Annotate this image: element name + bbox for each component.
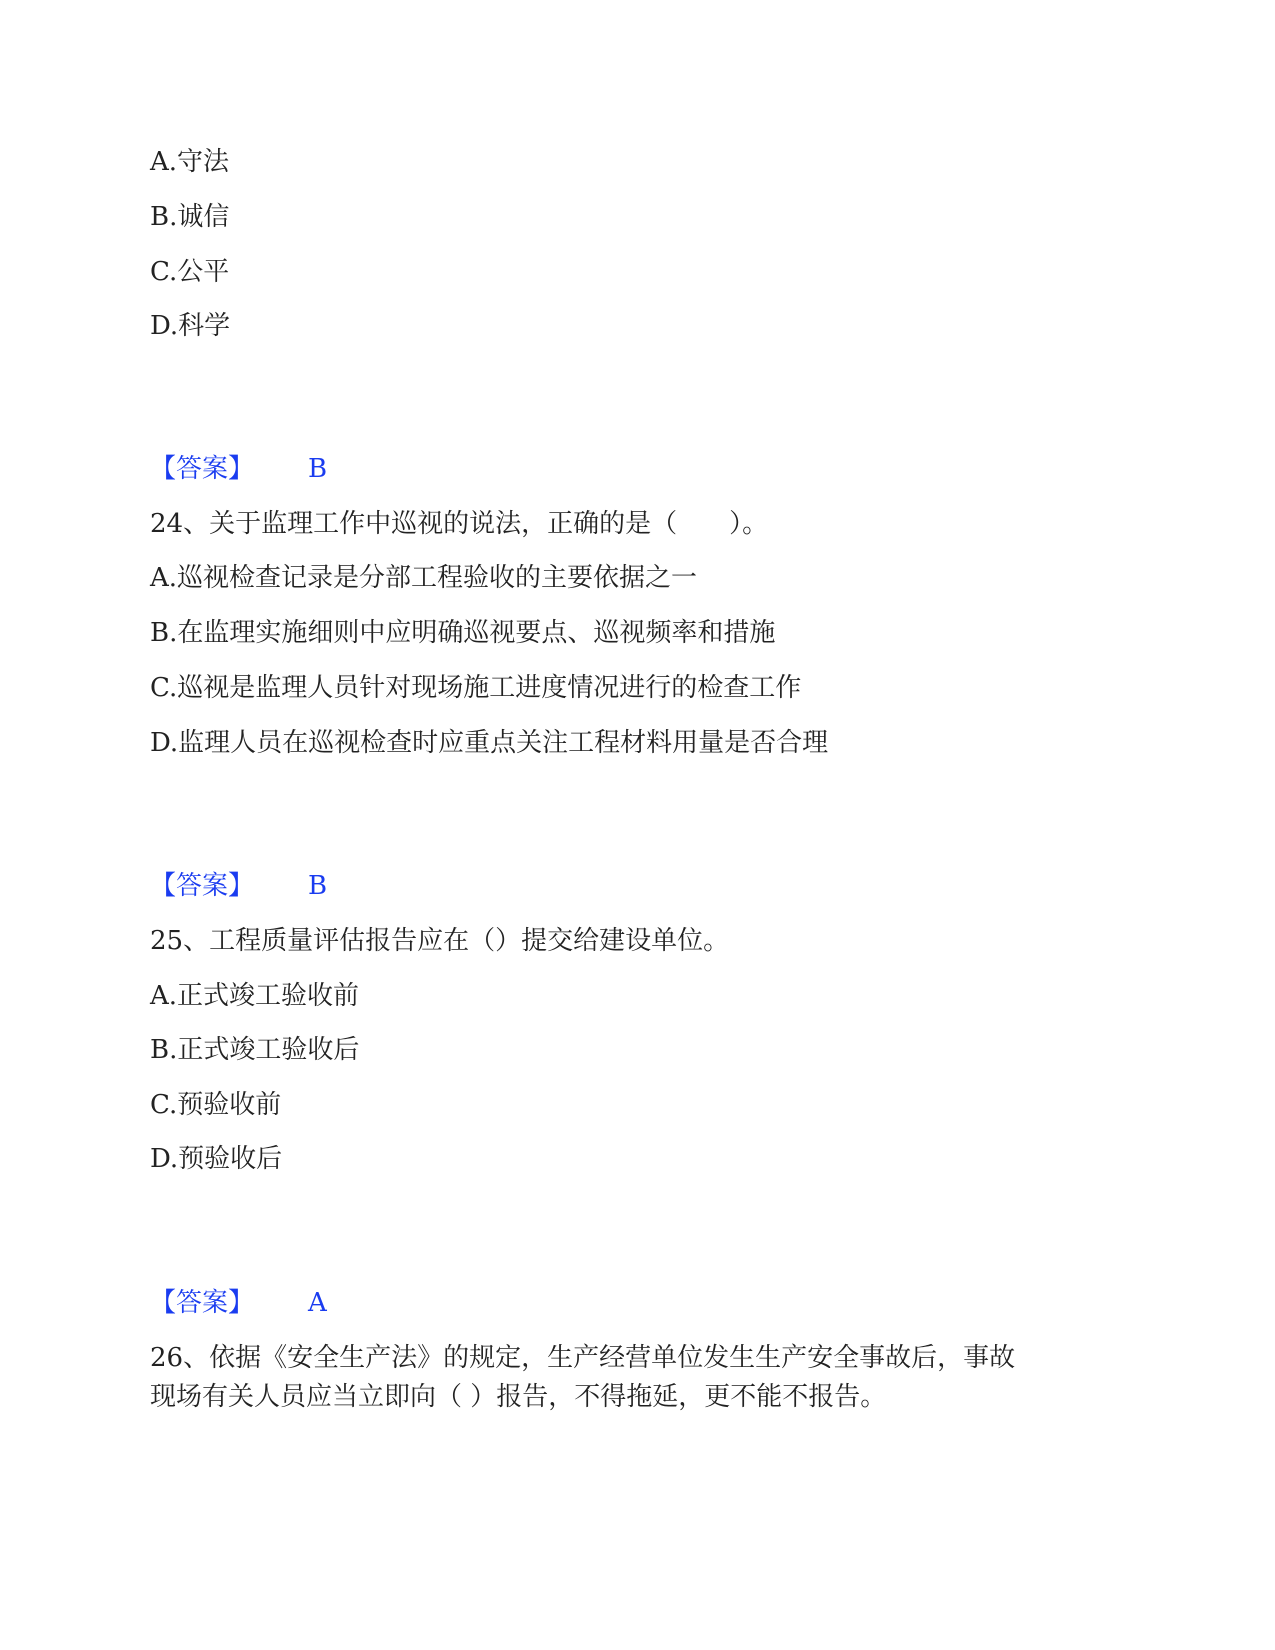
answer-row: [150, 453, 550, 485]
answer-value: B: [308, 871, 328, 901]
q24-option-a: A.巡视检查记录是分部工程验收的主要依据之一: [150, 563, 698, 593]
question-26-line-2: 现场有关人员应当立即向（ ）报告，不得拖延，更不能不报告。: [150, 1382, 887, 1412]
answer-label: 【答案】: [150, 454, 255, 484]
question-24: 24、关于监理工作中巡视的说法，正确的是（ ）。: [150, 509, 769, 539]
question-26-line-1: 26、依据《安全生产法》的规定，生产经营单位发生生产安全事故后，事故: [150, 1343, 1016, 1373]
answer-value: A: [308, 1288, 327, 1318]
answer-row: [150, 870, 550, 902]
question-25: 25、工程质量评估报告应在（）提交给建设单位。: [150, 926, 730, 956]
q25-option-a: A.正式竣工验收前: [150, 981, 360, 1011]
option-d: D.科学: [150, 311, 231, 341]
option-b: B.诚信: [150, 202, 230, 232]
answer-value: B: [308, 454, 328, 484]
answer-label: 【答案】: [150, 1288, 255, 1318]
q25-option-d: D.预验收后: [150, 1144, 283, 1174]
answer-label: 【答案】: [150, 871, 255, 901]
answer-row: [150, 1287, 550, 1319]
q24-option-b: B.在监理实施细则中应明确巡视要点、巡视频率和措施: [150, 618, 776, 648]
q24-option-d: D.监理人员在巡视检查时应重点关注工程材料用量是否合理: [150, 728, 829, 758]
option-a: A.守法: [150, 147, 230, 177]
q25-option-c: C.预验收前: [150, 1090, 282, 1120]
q24-option-c: C.巡视是监理人员针对现场施工进度情况进行的检查工作: [150, 673, 802, 703]
q25-option-b: B.正式竣工验收后: [150, 1035, 360, 1065]
option-c: C.公平: [150, 257, 230, 287]
